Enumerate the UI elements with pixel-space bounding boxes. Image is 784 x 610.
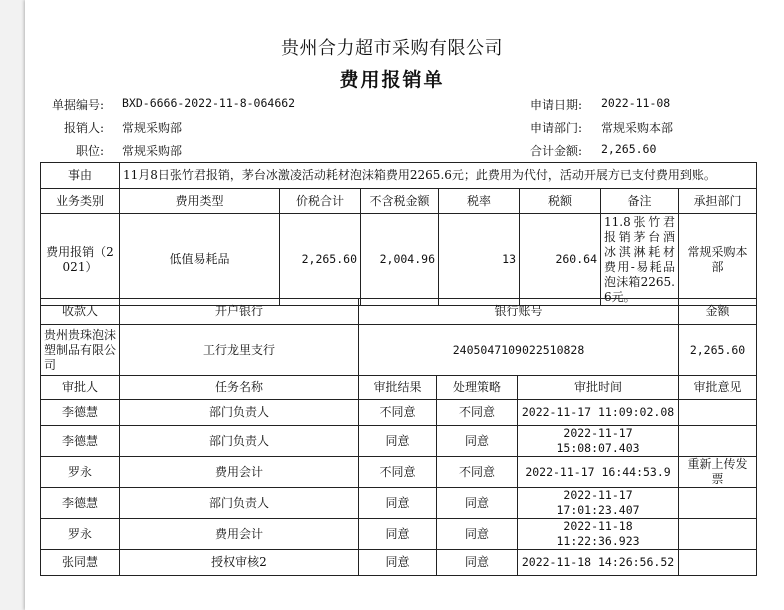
approval-time: 2022-11-17 15:08:07.403 [518, 426, 679, 457]
task-name: 授权审核2 [120, 550, 359, 576]
approval-result: 同意 [359, 488, 437, 519]
expense-rate: 13 [439, 214, 520, 306]
approval-row [41, 426, 757, 457]
header-payee: 收款人 [41, 299, 120, 325]
matter-text: 11月8日张竹君报销，茅台冰激凌活动耗材泡沫箱费用2265.6元；此费用为代付，活动开展方已支付费用到账。 [120, 163, 757, 189]
company-name: 贵州合力超市采购有限公司 [281, 38, 503, 59]
payee-header-row [41, 299, 757, 325]
payee-account: 2405047109022510828 [359, 325, 679, 376]
header-total: 价税合计 [280, 189, 361, 214]
approval-row [41, 488, 757, 519]
approver: 罗永 [41, 457, 120, 488]
document-title: 费用报销单 [339, 69, 445, 91]
task-name: 费用会计 [120, 519, 359, 550]
header-account: 银行账号 [359, 299, 679, 325]
expense-dept: 常规采购本部 [679, 214, 757, 306]
expense-total: 2,265.60 [280, 214, 361, 306]
approval-time: 2022-11-17 16:44:53.9 [518, 457, 679, 488]
approval-row [41, 519, 757, 550]
header-opinion: 审批意见 [679, 376, 757, 400]
approval-row [41, 400, 757, 426]
header-amount: 金额 [679, 299, 757, 325]
approval-opinion [679, 488, 757, 519]
approver: 李德慧 [41, 400, 120, 426]
approval-time: 2022-11-17 11:09:02.08 [518, 400, 679, 426]
approval-result: 不同意 [359, 400, 437, 426]
approval-opinion [679, 550, 757, 576]
task-name: 部门负责人 [120, 488, 359, 519]
header-net: 不含税金额 [361, 189, 439, 214]
approval-result: 同意 [359, 519, 437, 550]
header-dept: 承担部门 [679, 189, 757, 214]
approval-strategy: 不同意 [437, 457, 518, 488]
header-category: 业务类别 [41, 189, 120, 214]
task-name: 部门负责人 [120, 400, 359, 426]
approval-strategy: 不同意 [437, 400, 518, 426]
header-result: 审批结果 [359, 376, 437, 400]
applicant-value: 常规采购部 [122, 121, 183, 135]
payee-approval-table [40, 298, 757, 576]
approval-strategy: 同意 [437, 550, 518, 576]
approver: 罗永 [41, 519, 120, 550]
expense-tax: 260.64 [520, 214, 601, 306]
payee-name: 贵州贵珠泡沫塑制品有限公司 [41, 325, 120, 376]
approval-header-row [41, 376, 757, 400]
approval-opinion [679, 426, 757, 457]
expense-type: 低值易耗品 [120, 214, 280, 306]
approval-time: 2022-11-18 11:22:36.923 [518, 519, 679, 550]
approval-row [41, 550, 757, 576]
position-value: 常规采购部 [122, 144, 183, 158]
approval-result: 同意 [359, 550, 437, 576]
approval-time: 2022-11-17 17:01:23.407 [518, 488, 679, 519]
matter-row [41, 163, 757, 189]
expense-note: 11.8张竹君报销茅台酒冰淇淋耗材费用-易耗品泡沫箱2265.6元。 [601, 214, 679, 306]
expense-table [40, 162, 757, 306]
approval-opinion [679, 519, 757, 550]
header-bank: 开户银行 [120, 299, 359, 325]
doc-no-value: BXD-6666-2022-11-8-064662 [122, 96, 296, 110]
header-strategy: 处理策略 [437, 376, 518, 400]
approval-row [41, 457, 757, 488]
approver: 李德慧 [41, 426, 120, 457]
payee-row [41, 325, 757, 376]
approval-strategy: 同意 [437, 488, 518, 519]
approval-result: 不同意 [359, 457, 437, 488]
approval-strategy: 同意 [437, 519, 518, 550]
header-task: 任务名称 [120, 376, 359, 400]
expense-net: 2,004.96 [361, 214, 439, 306]
expense-header-row [41, 189, 757, 214]
payee-bank: 工行龙里支行 [120, 325, 359, 376]
approver: 张同慧 [41, 550, 120, 576]
apply-dept-value: 常规采购本部 [601, 121, 674, 135]
task-name: 部门负责人 [120, 426, 359, 457]
approval-opinion: 重新上传发票 [679, 457, 757, 488]
approval-strategy: 同意 [437, 426, 518, 457]
approval-opinion [679, 400, 757, 426]
header-time: 审批时间 [518, 376, 679, 400]
expense-row [41, 214, 757, 306]
total-value: 2,265.60 [601, 142, 657, 156]
expense-category: 费用报销（2021） [41, 214, 120, 306]
header-approver: 审批人 [41, 376, 120, 400]
matter-label: 事由 [41, 163, 120, 189]
apply-date-value: 2022-11-08 [601, 96, 671, 110]
approval-result: 同意 [359, 426, 437, 457]
header-type: 费用类型 [120, 189, 280, 214]
header-tax: 税额 [520, 189, 601, 214]
header-note: 备注 [601, 189, 679, 214]
task-name: 费用会计 [120, 457, 359, 488]
approver: 李德慧 [41, 488, 120, 519]
approval-time: 2022-11-18 14:26:56.52 [518, 550, 679, 576]
payee-amount: 2,265.60 [679, 325, 757, 376]
header-rate: 税率 [439, 189, 520, 214]
